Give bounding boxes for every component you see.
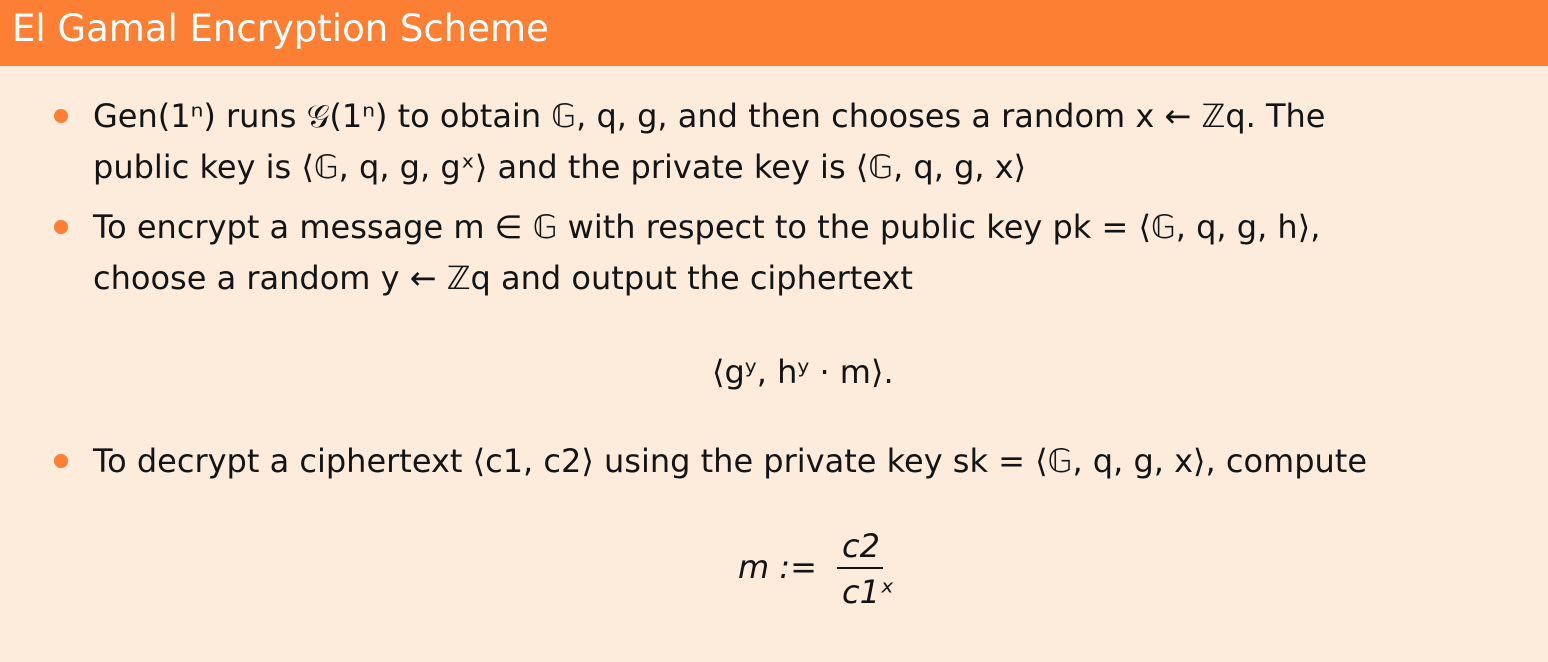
bullet-dot-1 [54,109,68,123]
bullet-dot-3 [54,454,68,468]
bullet-2-line-1: To encrypt a message m ∈ 𝔾 with respect to the public key pk = ⟨𝔾, q, g, h⟩, [93,208,1321,246]
bullet-dot-2 [54,220,68,234]
fraction-bar [837,567,883,569]
bullet-1-line-1: Gen(1ⁿ) runs 𝒢(1ⁿ) to obtain 𝔾, q, g, and then chooses a random x ← ℤq. The [93,97,1326,135]
bullet-3-line-1: To decrypt a ciphertext ⟨c1, c2⟩ using the private key sk = ⟨𝔾, q, g, x⟩, compute [93,442,1368,480]
bullet-2-line-2: choose a random y ← ℤq and output the ciphertext [93,259,913,297]
decryption-equation-denominator: c1ˣ [842,573,895,611]
decryption-equation-lhs: m := [738,548,817,586]
decryption-equation-numerator: c2 [842,527,880,565]
bullet-1-line-2: public key is ⟨𝔾, q, g, gˣ⟩ and the private key is ⟨𝔾, q, g, x⟩ [93,148,1027,186]
slide-title: El Gamal Encryption Scheme [12,7,549,50]
title-bar [0,0,1548,66]
encryption-ciphertext-equation: ⟨gʸ, hʸ · m⟩. [712,353,894,391]
